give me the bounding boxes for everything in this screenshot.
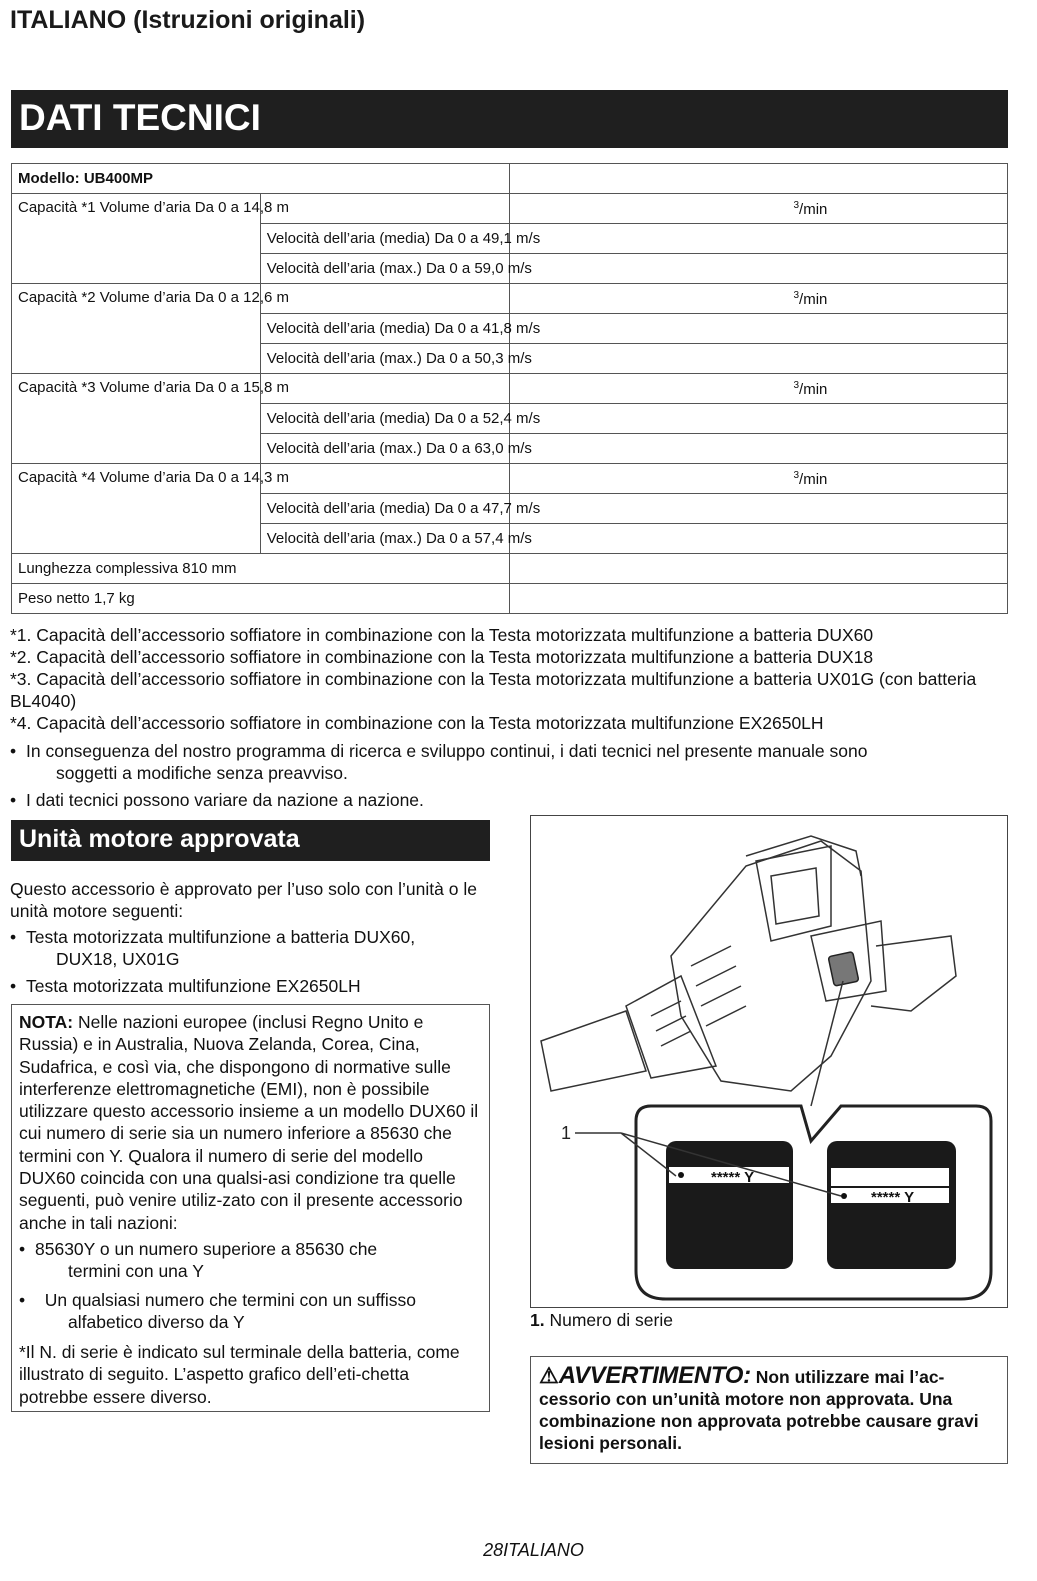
- table-cell: [12, 284, 289, 374]
- speed-cell: [261, 255, 532, 283]
- capacity-cell: [12, 284, 289, 312]
- unit-superscript: 3: [793, 469, 800, 481]
- capacity-cell: [12, 194, 289, 222]
- page-footer: 28ITALIANO: [483, 1540, 584, 1560]
- unit-superscript: 3: [793, 199, 800, 211]
- max-speed-text: Velocità dell’aria (max.) Da 0 a 50,3 m/s: [266, 349, 532, 367]
- battery-contact: [771, 868, 819, 924]
- bullet-marker: •: [10, 790, 17, 810]
- footnote: *1. Capacità dell’accessorio soffiatore in combinazione con la Testa motorizzata multifunzione a batteria DUX60: [10, 625, 874, 645]
- max-speed-text: Velocità dell’aria (max.) Da 0 a 57,4 m/s: [266, 529, 532, 547]
- table-cell: [510, 284, 1008, 314]
- bullet-marker: •: [10, 741, 17, 761]
- table-cell: [510, 434, 1008, 464]
- average-speed-text: Velocità dell’aria (media) Da 0 a 47,7 m/s: [266, 499, 541, 517]
- warning-box: [530, 1356, 1008, 1464]
- table-row: [12, 584, 1008, 614]
- model-label: Modello: UB400MP: [18, 169, 154, 187]
- speed-cell: [261, 495, 541, 523]
- table-cell: [510, 254, 1008, 284]
- table-row: [12, 554, 1008, 584]
- unit-text: /min: [799, 200, 828, 218]
- capacity-text: Capacità *4 Volume d’aria Da 0 a 14,3 m: [18, 469, 289, 486]
- serial-label-location: [828, 952, 859, 987]
- unit-cell: [510, 465, 1007, 493]
- list-item: [10, 975, 495, 997]
- approved-units-block: [10, 878, 495, 1002]
- battery-slot-outline: [756, 846, 831, 941]
- section-heading-technical-data: DATI TECNICI: [11, 90, 1008, 148]
- list-item-text: Un qualsiasi numero che termini con un suffisso: [35, 1289, 416, 1310]
- table-cell: [260, 194, 510, 224]
- unit-text: /min: [799, 380, 828, 398]
- list-item: [10, 789, 1010, 811]
- table-cell: [260, 464, 510, 494]
- speed-cell: [261, 405, 541, 433]
- table-cell: [510, 194, 1008, 224]
- unit-text: /min: [799, 470, 828, 488]
- table-cell: [12, 584, 510, 614]
- caption-text: Numero di serie: [544, 1310, 673, 1330]
- table-cell: [510, 584, 1008, 614]
- table-cell: [510, 524, 1008, 554]
- volume-unit: [793, 290, 827, 308]
- unit-superscript: 3: [793, 289, 800, 301]
- note-box: [11, 1004, 490, 1412]
- capacity-text: Capacità *3 Volume d’aria Da 0 a 15,8 m: [18, 379, 289, 396]
- capacity-text: Capacità *2 Volume d’aria Da 0 a 12,6 m: [18, 289, 289, 306]
- warning-title: AVVERTIMENTO:: [558, 1362, 751, 1389]
- list-item-continuation: DUX18, UX01G: [56, 949, 180, 969]
- table-cell: [260, 254, 532, 284]
- table-row: [12, 284, 1008, 314]
- unit-cell: [510, 285, 1007, 313]
- table-cell: [260, 374, 510, 404]
- overall-length-text: Lunghezza complessiva 810 mm: [18, 559, 237, 577]
- note-paragraph: [19, 1011, 483, 1234]
- volume-unit: [793, 380, 827, 398]
- unit-cell: [510, 375, 1007, 403]
- serial-sticker-top: [831, 1168, 949, 1186]
- unit-text: /min: [799, 290, 828, 308]
- table-cell: [510, 554, 1008, 584]
- table-cell: [510, 164, 1008, 194]
- list-item-continuation: termini con una Y: [68, 1261, 204, 1282]
- table-cell: [510, 314, 1008, 344]
- table-cell: [260, 524, 532, 554]
- note-text: Nelle nazioni europee (inclusi Regno Unito e Russia) e in Australia, Nuova Zelanda, Corea, Cina, Sudafrica, e così via, che dispongono di normative sulle interferenze elettromagnetiche (EMI), non è possibile utilizzare questo accessorio insieme a un modello DUX60 il cui numero di serie sia un numero inferiore a 85630 che termini con Y. Qualora il numero di serie del modello DUX60 coincida con una qualsi-asi condizione tra quelle seguenti, può venire utiliz-zato con il presente accessorio anche in tali nazioni:: [19, 1012, 479, 1233]
- table-row: [12, 194, 1008, 224]
- table-cell: [12, 554, 510, 584]
- summary-cell: [12, 555, 509, 583]
- average-speed-text: Velocità dell’aria (media) Da 0 a 49,1 m/s: [266, 229, 541, 247]
- average-speed-text: Velocità dell’aria (media) Da 0 a 41,8 m/s: [266, 319, 541, 337]
- warning-text: Non utilizzare mai l’ac-cessorio con un’unità motore non approvata. Una combinazione non approvata potrebbe causare gravi lesioni personali.: [539, 1367, 979, 1453]
- net-weight-text: Peso netto 1,7 kg: [18, 589, 135, 607]
- list-item-text: Testa motorizzata multifunzione EX2650LH: [26, 976, 361, 996]
- section-heading-approved-unit: Unità motore approvata: [11, 820, 490, 861]
- battery-terminal-variant-1: [666, 1141, 793, 1269]
- caption-number: 1.: [530, 1310, 545, 1330]
- table-cell: [510, 374, 1008, 404]
- note-footer-text: *Il N. di serie è indicato sul terminale della batteria, come illustrato di seguito. L’aspetto grafico dell’eti-chetta potrebbe essere diverso.: [19, 1342, 460, 1407]
- grip-outline: [626, 976, 716, 1078]
- serial-number-text: ***** Y: [711, 1169, 755, 1186]
- footnote: *3. Capacità dell’accessorio soffiatore in combinazione con la Testa motorizzata multifunzione a batteria UX01G (con batteria BL4040): [10, 669, 977, 711]
- max-speed-text: Velocità dell’aria (max.) Da 0 a 63,0 m/s: [266, 439, 532, 457]
- list-item-continuation: alfabetico diverso da Y: [68, 1311, 245, 1332]
- serial-number-text: ***** Y: [871, 1189, 915, 1206]
- list-item-continuation: soggetti a modifiche senza preavviso.: [56, 763, 348, 783]
- list-item-text: Testa motorizzata multifunzione a batteria DUX60,: [26, 927, 416, 947]
- bullet-marker: •: [10, 927, 17, 947]
- bullet-marker: •: [19, 1289, 26, 1310]
- speed-cell: [261, 345, 532, 373]
- average-speed-text: Velocità dell’aria (media) Da 0 a 52,4 m/s: [266, 409, 541, 427]
- summary-cell: [12, 585, 509, 613]
- volume-unit: [793, 470, 827, 488]
- table-cell: [12, 164, 510, 194]
- document-language-title: ITALIANO (Istruzioni originali): [10, 6, 366, 34]
- power-head-illustration: [531, 816, 1008, 1308]
- speed-cell: [261, 225, 541, 253]
- table-cell: [12, 194, 289, 284]
- speed-cell: [261, 435, 532, 463]
- general-notes-list: [10, 740, 1010, 816]
- table-row: [12, 374, 1008, 404]
- table-cell: [260, 494, 541, 524]
- warning-triangle-icon: ⚠: [539, 1363, 559, 1388]
- serial-number-figure: [530, 815, 1008, 1308]
- approved-intro-text: Questo accessorio è approvato per l’uso solo con l’unità o le unità motore seguenti:: [10, 879, 477, 921]
- handle-outline: [871, 936, 956, 1011]
- capacity-cell: [12, 374, 289, 402]
- callout-number: 1: [561, 1123, 572, 1143]
- list-item: [19, 1238, 483, 1283]
- specifications-table: [11, 163, 1008, 614]
- list-item-text: In conseguenza del nostro programma di ricerca e sviluppo continui, i dati tecnici nel presente manuale sono: [26, 741, 868, 761]
- table-cell: [260, 404, 541, 434]
- table-cell: [260, 314, 541, 344]
- vent-lines: [691, 946, 746, 1026]
- table-cell: [260, 434, 532, 464]
- list-item: [19, 1289, 483, 1334]
- table-cell: [260, 284, 510, 314]
- speed-cell: [261, 525, 532, 553]
- figure-caption: [530, 1310, 673, 1331]
- table-cell: [510, 494, 1008, 524]
- speed-cell: [261, 315, 541, 343]
- note-label: NOTA:: [19, 1012, 74, 1032]
- shaft-outline: [541, 1011, 646, 1091]
- table-cell: [510, 464, 1008, 494]
- bullet-marker: •: [19, 1238, 26, 1259]
- table-row: [12, 464, 1008, 494]
- list-item-text: I dati tecnici possono variare da nazione a nazione.: [26, 790, 424, 810]
- unit-cell: [510, 195, 1007, 223]
- unit-superscript: 3: [793, 379, 800, 391]
- footnotes: [10, 624, 1030, 734]
- sticker-dot: [841, 1193, 847, 1199]
- table-cell: [510, 404, 1008, 434]
- volume-unit: [793, 200, 827, 218]
- footnote: *4. Capacità dell’accessorio soffiatore in combinazione con la Testa motorizzata multifunzione EX2650LH: [10, 713, 824, 733]
- table-cell: [260, 344, 532, 374]
- list-item-text: 85630Y o un numero superiore a 85630 che: [35, 1238, 378, 1259]
- max-speed-text: Velocità dell’aria (max.) Da 0 a 59,0 m/s: [266, 259, 532, 277]
- list-item: [10, 926, 495, 970]
- table-cell: [12, 464, 289, 554]
- sticker-dot: [678, 1172, 684, 1178]
- table-cell: [510, 224, 1008, 254]
- list-item: [10, 740, 1010, 784]
- table-cell: [260, 224, 541, 254]
- table-cell: [510, 344, 1008, 374]
- table-row: [12, 164, 1008, 194]
- footnote: *2. Capacità dell’accessorio soffiatore in combinazione con la Testa motorizzata multifunzione a batteria DUX18: [10, 647, 874, 667]
- capacity-cell: [12, 464, 289, 492]
- bullet-marker: •: [10, 976, 17, 996]
- table-cell: [12, 374, 289, 464]
- capacity-text: Capacità *1 Volume d’aria Da 0 a 14,8 m: [18, 199, 289, 216]
